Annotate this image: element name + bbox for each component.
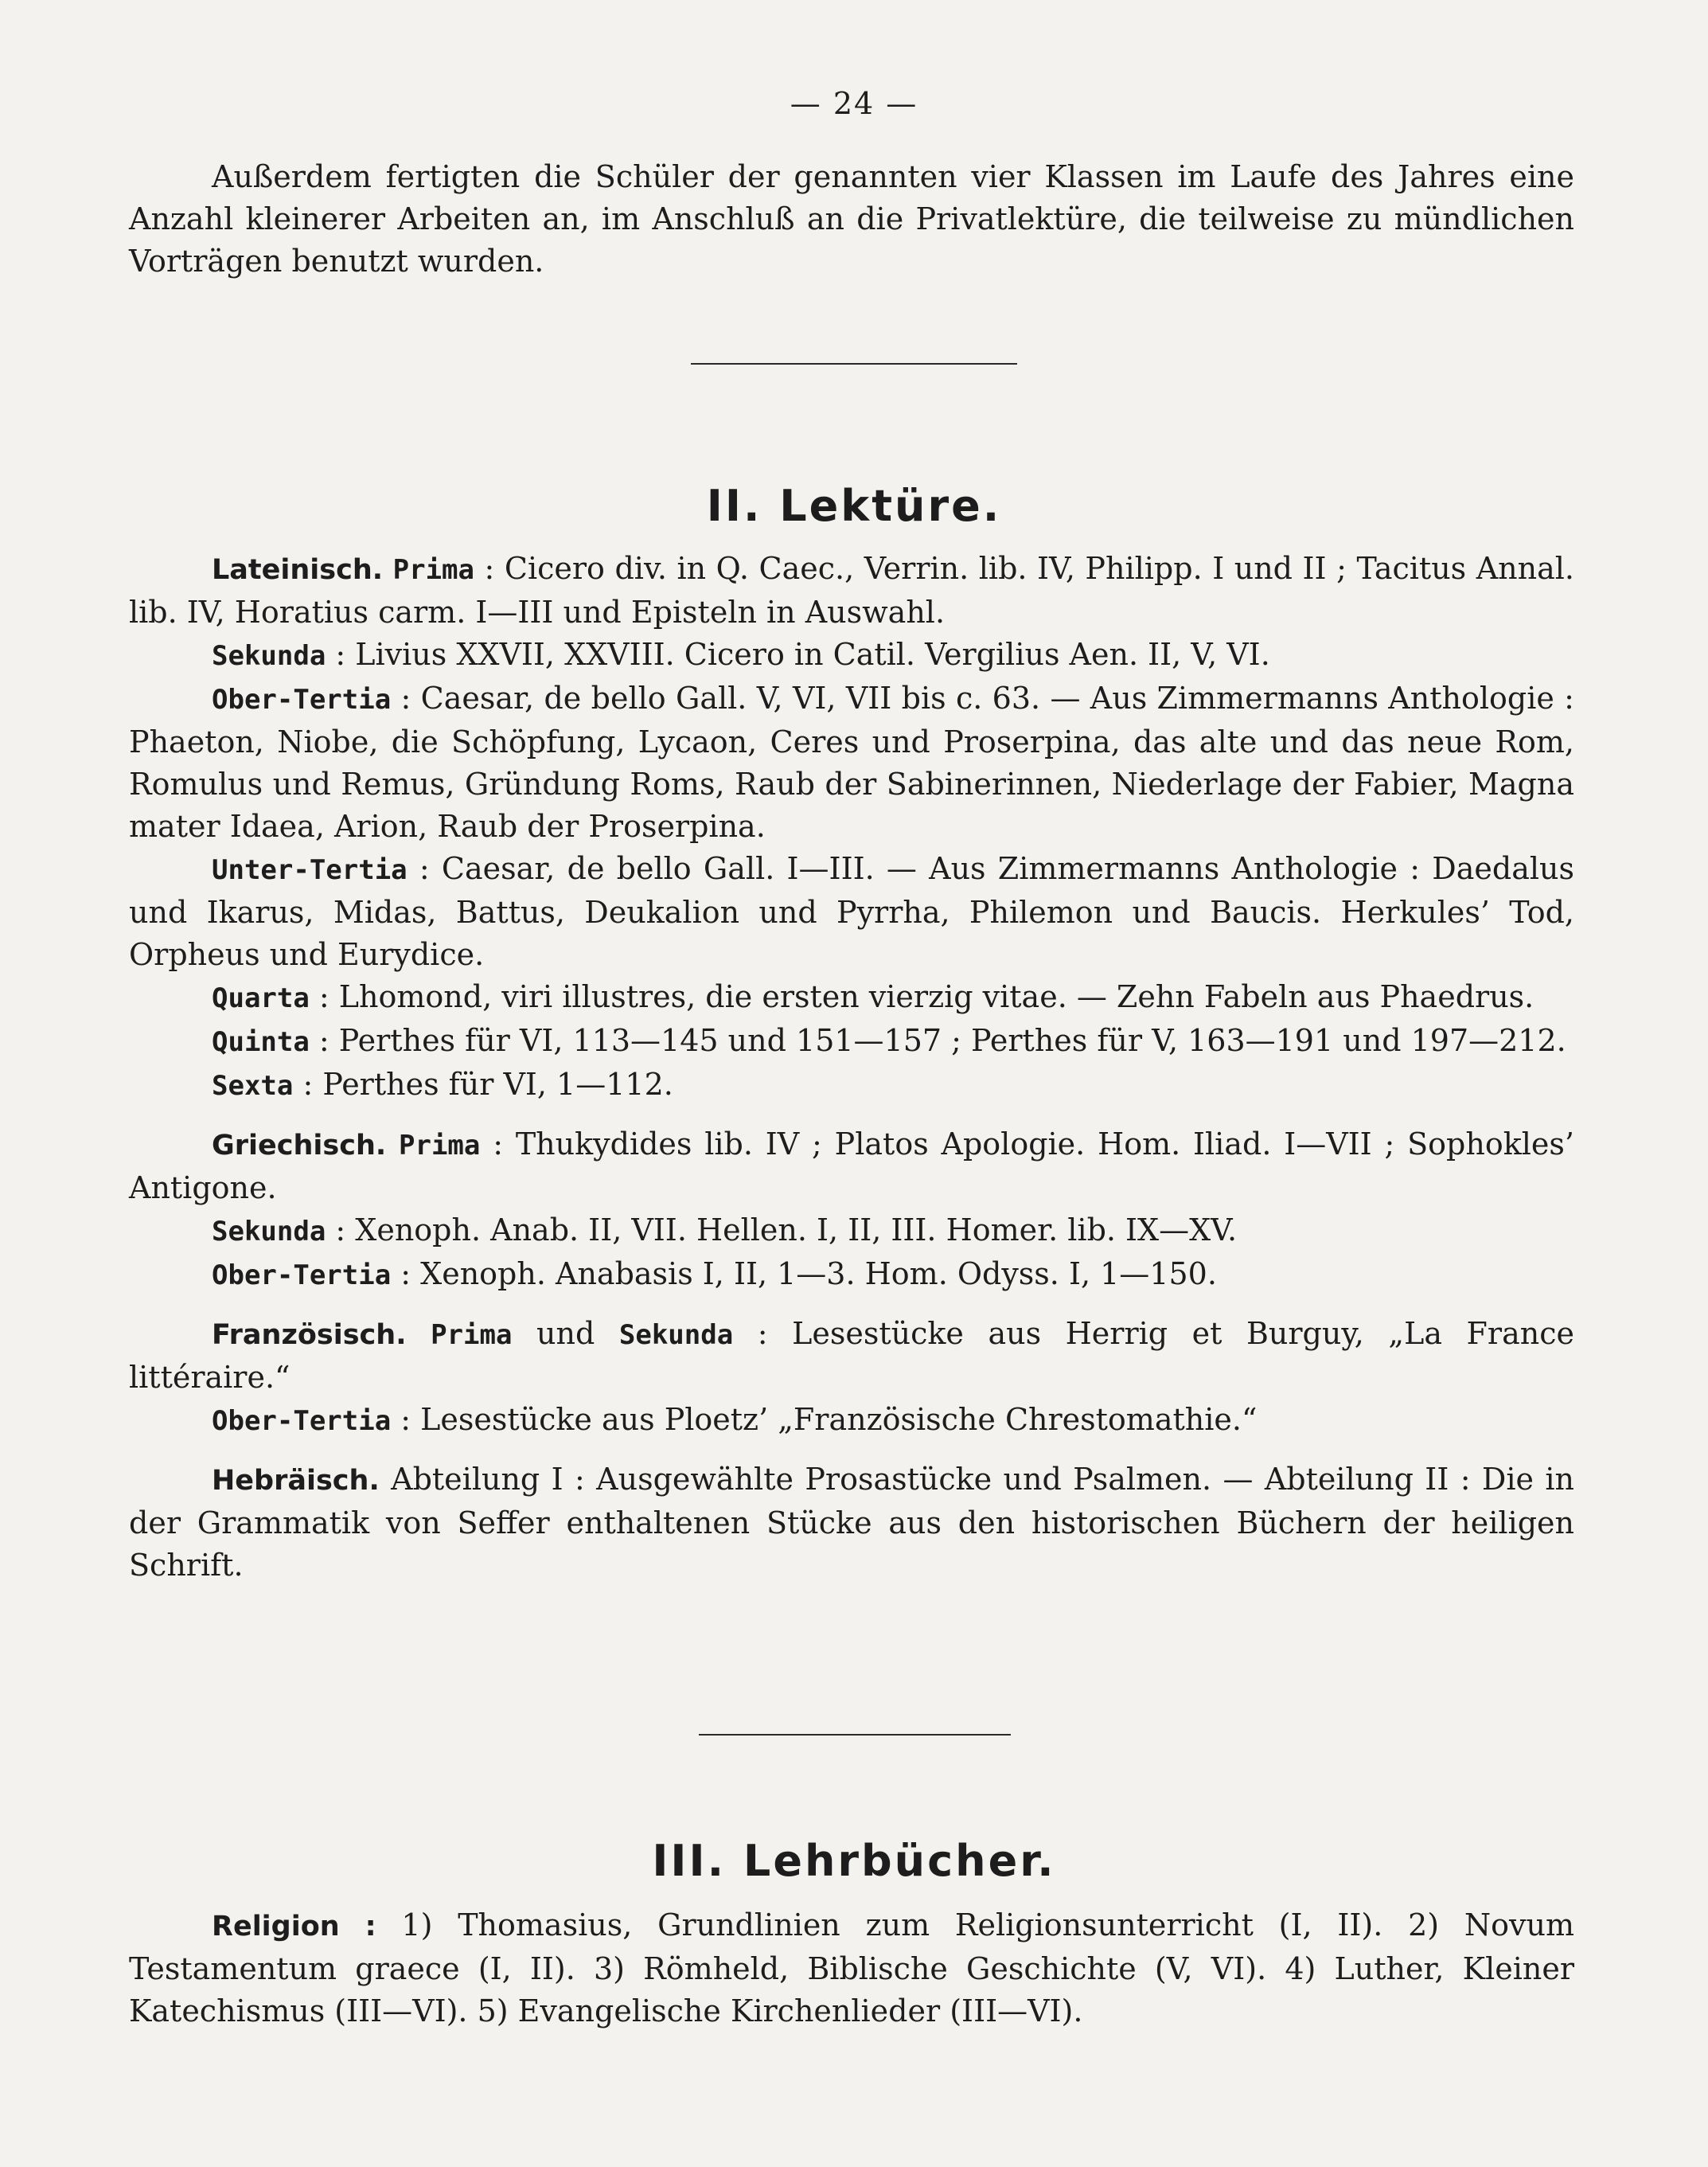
franzoesisch-prima-text: : Lesestücke aus Herrig et Burguy, „La France littéraire.“ — [129, 1316, 1574, 1395]
latein-sekunda — [129, 634, 1574, 677]
franzoesisch-obertertia — [129, 1399, 1574, 1443]
religion-heading: Religion : — [212, 1911, 376, 1942]
und-word: und — [536, 1316, 595, 1351]
class-label-quarta: Quarta — [212, 982, 310, 1014]
separator-rule — [699, 1734, 1011, 1736]
griechisch-sekunda — [129, 1209, 1574, 1253]
class-label-prima: Prima — [431, 1319, 513, 1351]
latein-quarta-text: : Lhomond, viri illustres, die ersten vierzig vitae. — Zehn Fabeln aus Phaedrus. — [318, 979, 1534, 1014]
page-number: — 24 — — [790, 86, 918, 121]
franzoesisch-obertertia-text: : Lesestücke aus Ploetz’ „Französische Chrestomathie.“ — [400, 1402, 1258, 1437]
griechisch-obertertia — [129, 1253, 1574, 1297]
class-label-sexta: Sexta — [212, 1070, 294, 1102]
latein-obertertia — [129, 677, 1574, 848]
class-label-quinta: Quinta — [212, 1026, 310, 1058]
griechisch-prima-text: : Thukydides lib. IV ; Platos Apologie. Hom. Iliad. I—VII ; Sophokles’ Antigone. — [129, 1126, 1574, 1205]
latein-obertertia-text: : Caesar, de bello Gall. V, VI, VII bis c. 63. — Aus Zimmermanns Anthologie : Phaeton, Niobe, die Schöpfung, Lycaon, Ceres und Proserpina, das alte und das neue Rom, Romulus und Remus, Gründung Roms, Raub der Sabinerinnen, Niederlage der Fabier, Magna mater Idaea, Arion, Raub der Proserpina. — [129, 681, 1574, 844]
class-label-untertertia: Unter-Tertia — [212, 854, 408, 886]
griechisch-obertertia-text: : Xenoph. Anabasis I, II, 1—3. Hom. Odyss. I, 1—150. — [400, 1256, 1217, 1291]
class-label-prima: Prima — [392, 554, 474, 586]
intro-text: Außerdem fertigten die Schüler der genannten vier Klassen im Laufe des Jahres eine Anzahl kleinerer Arbeiten an, im Anschluß an die Privatlektüre, die teilweise zu mündlichen Vorträgen benutzt wurden. — [129, 159, 1574, 279]
hebraeisch-text: Abteilung I : Ausgewählte Prosastücke und Psalmen. — Abteilung II : Die in der Grammatik von Seffer enthaltenen Stücke aus den historischen Büchern der heiligen Schrift. — [129, 1462, 1574, 1583]
section-lektuere — [129, 548, 1574, 1587]
class-label-obertertia: Ober-Tertia — [212, 1405, 392, 1437]
class-label-prima: Prima — [399, 1130, 481, 1162]
section-title-lektuere: II. Lektüre. — [706, 481, 1002, 531]
religion-paragraph — [129, 1904, 1574, 2032]
latein-sexta — [129, 1064, 1574, 1107]
religion-text: 1) Thomasius, Grundlinien zum Religionsunterricht (I, II). 2) Novum Testamentum graece (I, II). 3) Römheld, Biblische Geschichte (V, VI). 4) Luther, Kleiner Katechismus (III—VI). 5) Evangelische Kirchenlieder (III—VI). — [129, 1907, 1574, 2028]
latein-heading: Lateinisch. — [212, 554, 384, 586]
latein-prima-text: : Cicero div. in Q. Caec., Verrin. lib. IV, Philipp. I und II ; Tacitus Annal. lib. IV, Horatius carm. I—III und Episteln in Auswahl. — [129, 551, 1574, 630]
franzoesisch-heading: Französisch. — [212, 1319, 407, 1351]
section-title-lehrbuecher: III. Lehrbücher. — [652, 1836, 1056, 1886]
hebraeisch-paragraph — [129, 1458, 1574, 1587]
latein-untertertia-text: : Caesar, de bello Gall. I—III. — Aus Zimmermanns Anthologie : Daedalus und Ikarus, Midas, Battus, Deukalion und Pyrrha, Philemon und Baucis. Herkules’ Tod, Orpheus und Eurydice. — [129, 851, 1574, 972]
franzoesisch-prima — [129, 1313, 1574, 1399]
latein-untertertia — [129, 848, 1574, 976]
griechisch-prima — [129, 1123, 1574, 1209]
class-label-sekunda: Sekunda — [212, 1216, 326, 1247]
latein-sekunda-text: : Livius XXVII, XXVIII. Cicero in Catil. Vergilius Aen. II, V, VI. — [335, 637, 1270, 672]
intro-paragraph — [129, 156, 1574, 283]
hebraeisch-heading: Hebräisch. — [212, 1465, 380, 1497]
class-label-sekunda: Sekunda — [212, 640, 326, 672]
latein-sexta-text: : Perthes für VI, 1—112. — [302, 1067, 673, 1102]
class-label-sekunda: Sekunda — [618, 1319, 734, 1351]
latein-quinta-text: : Perthes für VI, 113—145 und 151—157 ; Perthes für V, 163—191 und 197—212. — [318, 1023, 1566, 1058]
griechisch-heading: Griechisch. — [212, 1130, 387, 1162]
latein-quarta — [129, 976, 1574, 1020]
section-lehrbuecher — [129, 1904, 1574, 2032]
griechisch-sekunda-text: : Xenoph. Anab. II, VII. Hellen. I, II, III. Homer. lib. IX—XV. — [335, 1212, 1238, 1247]
latein-prima — [129, 548, 1574, 634]
class-label-obertertia: Ober-Tertia — [212, 1259, 392, 1291]
latein-quinta — [129, 1020, 1574, 1064]
class-label-obertertia: Ober-Tertia — [212, 684, 392, 716]
separator-rule — [691, 363, 1017, 365]
